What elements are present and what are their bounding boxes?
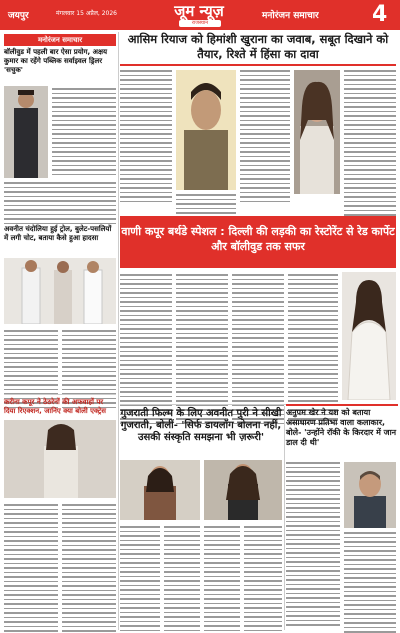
- himanshi-photo-image: [294, 70, 340, 194]
- top-story-rule: [120, 64, 396, 66]
- akshay-story-text: [52, 88, 116, 178]
- anupam-headline: अनुपम खेर ने यश को बताया असाधारण प्रतिभा वाला कलाकार, बोले- 'उन्होंने रॉकी के किरदार में जान डाल दी थी': [286, 408, 397, 447]
- anupam-photo: [344, 462, 396, 528]
- city-name: जयपुर: [8, 11, 29, 21]
- gujarati-text-3: [204, 526, 240, 633]
- gujarati-photo-2-image: [204, 460, 282, 520]
- gujarati-photo-1: [120, 460, 200, 520]
- right-column-divider: [284, 406, 285, 630]
- avneet-photo-image: [4, 258, 116, 324]
- vaani-photo: [342, 272, 396, 400]
- page-number: 4: [372, 2, 388, 27]
- gujarati-photo-2: [204, 460, 282, 520]
- left-lead-headline: बॉलीवुड में पहली बार ऐसा प्रयोग, अक्षय कुमार का रहेंगे पब्लिक सर्वाइवल ड्रिलर 'सचुक': [4, 48, 108, 74]
- masthead: [0, 0, 400, 30]
- top-story-text-3: [240, 70, 290, 205]
- top-story-text-2: [176, 194, 236, 217]
- newspaper-logo: [166, 1, 232, 29]
- vaani-photo-image: [342, 272, 396, 400]
- kareena-photo-image: [4, 420, 116, 498]
- anupam-photo-image: [344, 462, 396, 528]
- anupam-text-1: [286, 462, 340, 629]
- logo-tag: राजस्थान: [179, 20, 221, 27]
- kareena-story-text-2: [62, 504, 116, 633]
- anupam-text-2: [344, 532, 396, 633]
- gujarati-text-1: [120, 526, 160, 633]
- kareena-photo: [4, 420, 116, 498]
- gujarati-photo-1-image: [120, 460, 200, 520]
- vaani-headline: वाणी कपूर बर्थडे स्पेशल : दिल्ली की लड़की का रेस्टोरेंट से रेड कार्पेट और बॉलीवुड तक सफर: [120, 216, 396, 268]
- top-story-text-4: [344, 70, 396, 228]
- avneet-photo: [4, 258, 116, 324]
- kareena-headline: करीना कपूर ने ठेठरेनों की अफवाहों पर दिया रिएक्शन, जानिए क्या बोली एक्ट्रेस: [4, 398, 107, 415]
- left-divider: [4, 394, 116, 395]
- gujarati-text-4: [244, 526, 282, 633]
- asim-photo-image: [176, 70, 236, 190]
- himanshi-photo: [294, 70, 340, 194]
- akshay-photo: [4, 86, 48, 178]
- section-title: मनोरंजन समाचार: [262, 11, 319, 21]
- logo-text: जूम न्यूज़: [174, 2, 224, 20]
- top-story-text-1: [120, 70, 172, 205]
- top-story-headline: आसिम रियाज को हिमांशी खुराना का जवाब, सबूत दिखाने को तैयार, रिश्ते में हिंसा का दावा: [127, 32, 389, 61]
- asim-photo: [176, 70, 236, 190]
- akshay-photo-image: [4, 86, 48, 178]
- left-column-divider: [118, 32, 119, 630]
- gujarati-text-2: [164, 526, 200, 633]
- anupam-rule: [286, 404, 398, 406]
- left-section-banner: मनोरंजन समाचार: [4, 34, 116, 46]
- avneet-headline: अवनीत चंदोलिया हुई ट्रोल, बुलेट-पसलियों में लगी चोट, बताया कैसे हुआ हादसा: [4, 225, 112, 242]
- akshay-story-text-2: [4, 182, 116, 227]
- issue-date: मंगलवार 15 अप्रैल, 2026: [56, 10, 117, 17]
- kareena-story-text: [4, 504, 58, 633]
- avneet-puri-headline: गुजराती फिल्म के लिए अवनीत पुरी ने सीखी गुजराती, बोलीं- 'सिर्फ डायलॉग बोलना नहीं, उसकी संस्कृति समझना भी ज़रूरी': [120, 408, 282, 443]
